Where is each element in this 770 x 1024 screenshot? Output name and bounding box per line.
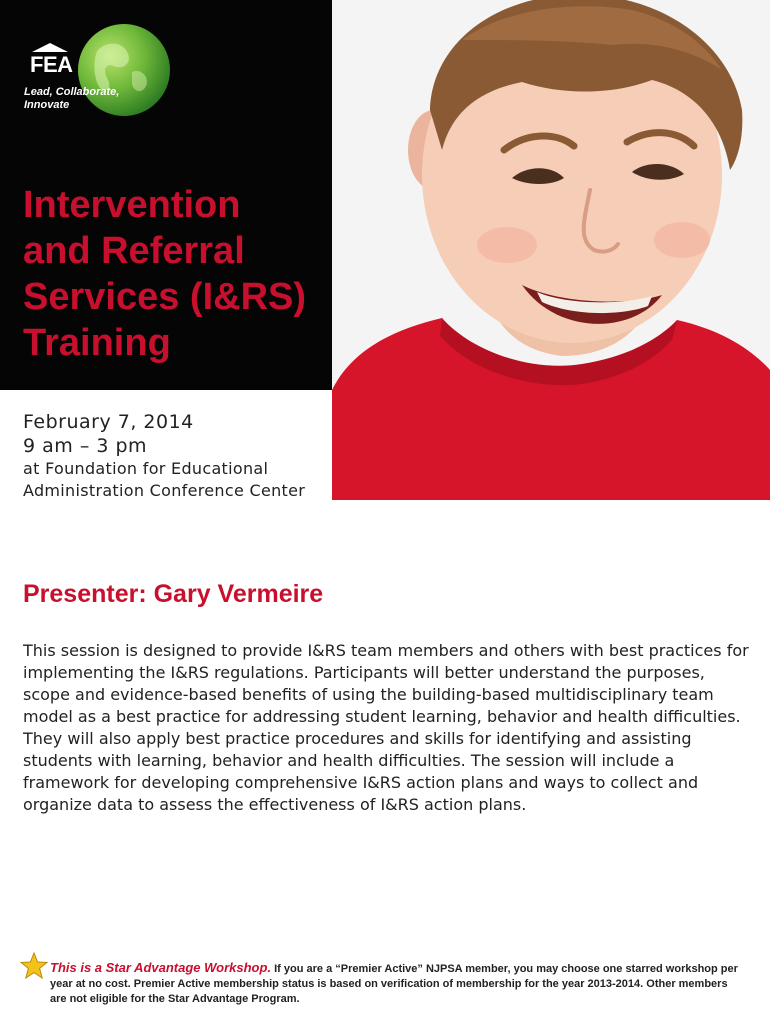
star-icon	[20, 952, 48, 980]
title-line-2: and Referral	[23, 230, 245, 272]
star-advantage-title: This is a Star Advantage Workshop.	[50, 960, 272, 975]
event-location-line-2: Administration Conference Center	[23, 481, 306, 500]
event-date: February 7, 2014	[23, 411, 194, 433]
tagline-line-1: Lead, Collaborate,	[24, 86, 120, 98]
logo-tagline	[24, 86, 144, 112]
title-line-3: Services (I&RS)	[23, 276, 307, 318]
presenter-heading: Presenter: Gary Vermeire	[23, 580, 324, 608]
boy-photo-illustration	[332, 0, 770, 500]
star-advantage-text: If you are a “Premier Active” NJPSA member, you may choose one starred workshop per year at no cost. Premier Active membership status is based on verification of membership for the year 2013-2014. Other members are not eligible for the Star Advantage Program.	[50, 963, 738, 1005]
title-line-1: Intervention	[23, 184, 241, 226]
header-panel	[0, 0, 332, 390]
event-details	[23, 410, 343, 502]
star-advantage-note	[50, 960, 740, 1007]
page-title	[23, 182, 323, 366]
title-line-4: Training	[23, 322, 171, 364]
session-description: This session is designed to provide I&RS team members and others with best practices for implementing the I&RS regulations. Participants will better understand the purposes, scope and evidence-based benefits of using the building-based multidisciplinary team model as a best practice for addressing student learning, behavior and health difficulties. They will also apply best practice procedures and skills for identifying and assisting students with learning, behavior and health difficulties. The session will include a framework for developing comprehensive I&RS action plans and ways to collect and organize data to assess the effectiveness of I&RS action plans.	[23, 641, 749, 814]
event-time: 9 am – 3 pm	[23, 435, 148, 457]
boy-photo	[332, 0, 770, 500]
event-location-line-1: at Foundation for Educational	[23, 459, 269, 478]
logo-fea-text: FEA	[30, 52, 73, 77]
fea-logo	[22, 22, 152, 122]
tagline-line-2: Innovate	[24, 99, 70, 111]
